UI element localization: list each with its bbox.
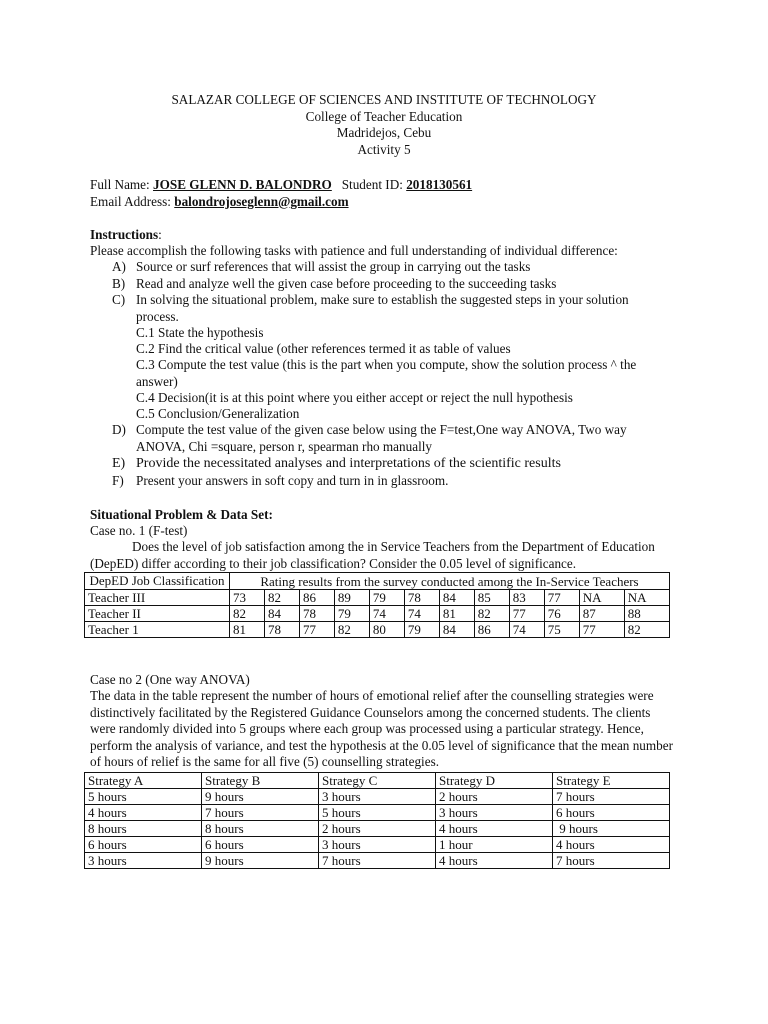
hours-cell: 7 hours	[319, 853, 436, 869]
hours-cell: 3 hours	[85, 853, 202, 869]
table-header-cell: Rating results from the survey conducted among the In-Service Teachers	[230, 573, 670, 590]
step-c2: C.2 Find the critical value (other references termed it as table of values	[136, 341, 511, 356]
rating-cell: 79	[404, 622, 439, 638]
table-header-cell: Strategy B	[202, 773, 319, 789]
rating-cell: 84	[264, 606, 299, 622]
hours-cell: 1 hour	[436, 837, 553, 853]
hours-cell: 3 hours	[319, 837, 436, 853]
rating-cell: 88	[624, 606, 669, 622]
rating-cell: 78	[404, 590, 439, 606]
table-row	[85, 622, 670, 638]
rating-cell: NA	[624, 590, 669, 606]
step-c4: C.4 Decision(it is at this point where you either accept or reject the null hypothesis	[136, 390, 573, 405]
rating-cell: 75	[544, 622, 579, 638]
email-address: balondrojoseglenn@gmail.com	[174, 193, 349, 209]
situational-heading: Situational Problem & Data Set:	[90, 507, 273, 522]
rating-cell: 74	[509, 622, 544, 638]
rating-cell: 77	[299, 622, 334, 638]
rating-cell: 84	[439, 622, 474, 638]
instruction-item-a: A) Source or surf references that will assist the group in carrying out the tasks	[112, 259, 531, 274]
rating-cell: 82	[230, 606, 265, 622]
hours-cell: 7 hours	[202, 805, 319, 821]
table-row	[85, 789, 670, 805]
instructions-heading: Instructions:	[90, 227, 162, 242]
rating-cell: 79	[334, 606, 369, 622]
hours-cell: 3 hours	[319, 789, 436, 805]
instructions-intro: Please accomplish the following tasks with patience and full understanding of individual difference:	[90, 243, 618, 258]
hours-cell: 4 hours	[436, 853, 553, 869]
hours-cell: 4 hours	[85, 805, 202, 821]
hours-cell: 6 hours	[85, 837, 202, 853]
rating-cell: 78	[264, 622, 299, 638]
hours-cell: 6 hours	[202, 837, 319, 853]
hours-cell: 8 hours	[85, 821, 202, 837]
rating-cell: 82	[474, 606, 509, 622]
rating-cell: 82	[334, 622, 369, 638]
step-c5: C.5 Conclusion/Generalization	[136, 406, 300, 421]
rating-cell: 80	[369, 622, 404, 638]
email-label: Email Address:	[90, 193, 171, 209]
rating-cell: 74	[404, 606, 439, 622]
location: Madridejos, Cebu	[336, 125, 432, 140]
table-header-row	[85, 573, 670, 590]
full-name: JOSE GLENN D. BALONDRO	[153, 177, 332, 192]
rating-cell: 73	[230, 590, 265, 606]
table-row	[85, 853, 670, 869]
name-label: Full Name:	[90, 177, 150, 192]
table-header-cell: Strategy C	[319, 773, 436, 789]
instruction-item-f: F) Present your answers in soft copy and turn in in glassroom.	[112, 473, 449, 488]
activity-title: Activity 5	[357, 141, 411, 157]
student-id: 2018130561	[406, 177, 473, 192]
instruction-item-c: C) In solving the situational problem, make sure to establish the suggested steps in your solution process.	[112, 292, 629, 324]
hours-cell: 5 hours	[85, 789, 202, 805]
table-row	[85, 606, 670, 622]
student-info	[90, 177, 710, 210]
rating-cell: 77	[509, 606, 544, 622]
case1-text: Does the level of job satisfaction among the in Service Teachers from the Department of Education (DepED) differ according to their job classification? Consider the 0.05 level of significance.	[90, 539, 655, 571]
instruction-item-d: D) Compute the test value of the given case below using the F=test,One way ANOVA, Two way ANOVA, Chi =square, person r, spearman rho manually	[112, 422, 627, 454]
rating-cell: 74	[369, 606, 404, 622]
instruction-item-b: B) Read and analyze well the given case before proceeding to the succeeding tasks	[112, 276, 557, 291]
table-header-cell: Strategy D	[436, 773, 553, 789]
step-c1: C.1 State the hypothesis	[136, 325, 264, 340]
hours-cell: 4 hours	[553, 837, 670, 853]
case2-title: Case no 2 (One way ANOVA)	[90, 672, 250, 687]
rating-cell: 79	[369, 590, 404, 606]
rating-cell: 81	[439, 606, 474, 622]
rating-cell: 77	[579, 622, 624, 638]
counselling-strategies-table	[84, 772, 670, 869]
table-row	[85, 821, 670, 837]
hours-cell: 5 hours	[319, 805, 436, 821]
document-header	[0, 92, 768, 158]
row-label-cell: Teacher III	[85, 590, 230, 606]
table-header-cell: Strategy A	[85, 773, 202, 789]
hours-cell: 2 hours	[436, 789, 553, 805]
rating-cell: 78	[299, 606, 334, 622]
hours-cell: 9 hours	[202, 789, 319, 805]
hours-cell: 6 hours	[553, 805, 670, 821]
rating-cell: 83	[509, 590, 544, 606]
hours-cell: 7 hours	[553, 853, 670, 869]
rating-cell: 86	[474, 622, 509, 638]
rating-cell: NA	[579, 590, 624, 606]
hours-cell: 8 hours	[202, 821, 319, 837]
hours-cell: 2 hours	[319, 821, 436, 837]
row-label-cell: Teacher 1	[85, 622, 230, 638]
table-row	[85, 805, 670, 821]
rating-cell: 89	[334, 590, 369, 606]
table-row	[85, 837, 670, 853]
table-header-cell: DepED Job Classification	[85, 573, 230, 590]
hours-cell: 9 hours	[202, 853, 319, 869]
row-label-cell: Teacher II	[85, 606, 230, 622]
instruction-item-e: E) Provide the necessitated analyses and interpretations of the scientific results	[112, 456, 561, 471]
rating-cell: 86	[299, 590, 334, 606]
rating-cell: 77	[544, 590, 579, 606]
hours-cell: 4 hours	[436, 821, 553, 837]
hours-cell: 7 hours	[553, 789, 670, 805]
college-name: College of Teacher Education	[305, 108, 463, 124]
case2-text: The data in the table represent the number of hours of emotional relief after the counselling strategies were distinctively facilitated by the Registered Guidance Counselors among the concerned students. The clients were randomly divided into 5 groups where each group was processed using a particular strategy. Hence, perform the analysis of variance, and test the hypothesis at the 0.05 level of significance that the mean number of hours of relief is the same for all five (5) counselling strategies.	[90, 688, 673, 769]
hours-cell: 9 hours	[553, 821, 670, 837]
table-header-cell: Strategy E	[553, 773, 670, 789]
institution-name: SALAZAR COLLEGE OF SCIENCES AND INSTITUTE OF TECHNOLOGY	[171, 92, 597, 107]
rating-cell: 87	[579, 606, 624, 622]
job-satisfaction-table	[84, 572, 670, 638]
student-id-label: Student ID:	[341, 177, 403, 192]
table-header-row	[85, 773, 670, 789]
rating-cell: 82	[624, 622, 669, 638]
table-row	[85, 590, 670, 606]
case1-title: Case no. 1 (F-test)	[90, 523, 188, 538]
step-c3: C.3 Compute the test value (this is the part when you compute, show the solution process ^ the answer)	[136, 357, 637, 389]
hours-cell: 3 hours	[436, 805, 553, 821]
rating-cell: 85	[474, 590, 509, 606]
rating-cell: 82	[264, 590, 299, 606]
rating-cell: 81	[230, 622, 265, 638]
rating-cell: 76	[544, 606, 579, 622]
rating-cell: 84	[439, 590, 474, 606]
